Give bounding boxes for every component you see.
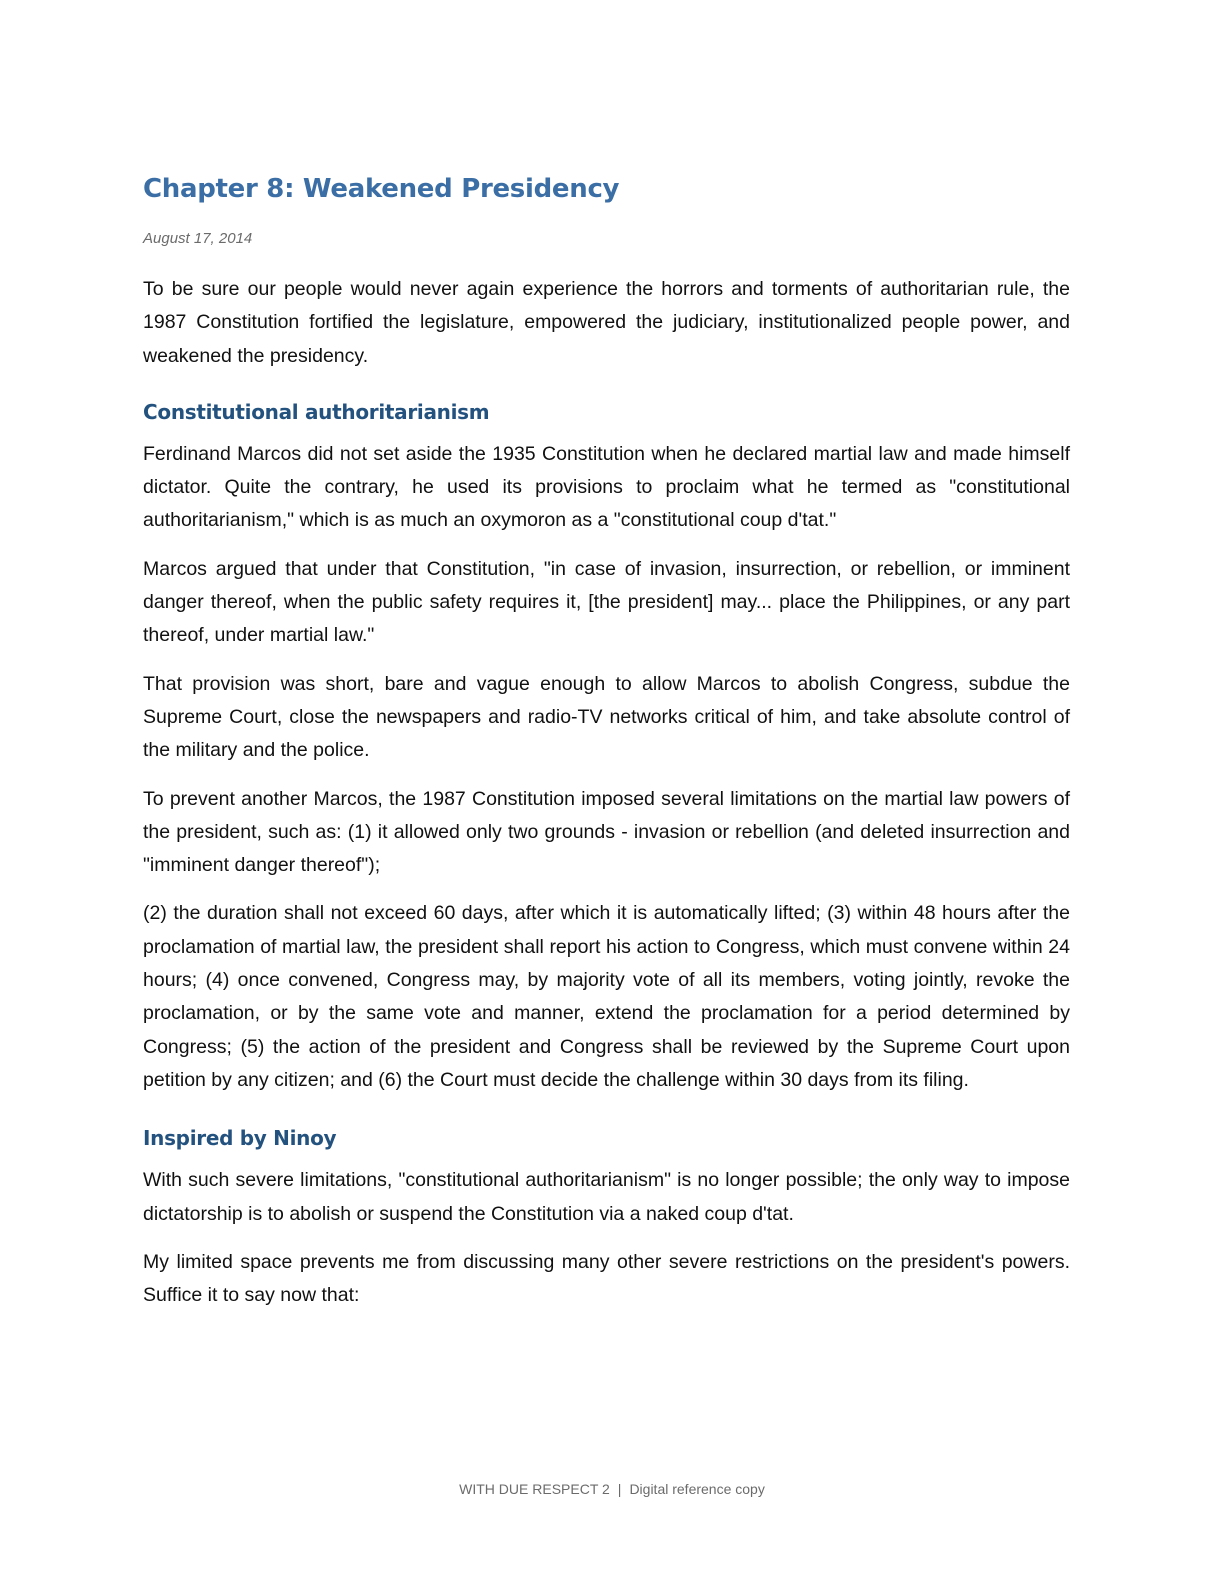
section-heading-constitutional-authoritarianism: Constitutional authoritarianism <box>143 399 490 424</box>
body-paragraph: My limited space prevents me from discussing many other severe restrictions on the president's powers. Suffice it to say now that: <box>143 1250 1070 1307</box>
body-paragraph: To prevent another Marcos, the 1987 Constitution imposed several limitations on the martial law powers of the president, such as: (1) it allowed only two grounds - invasion or rebellion (and deleted insurrection and "imminent danger thereof"); <box>143 787 1070 877</box>
chapter-title: Chapter 8: Weakened Presidency <box>143 174 620 204</box>
section-heading-inspired-by-ninoy: Inspired by Ninoy <box>143 1126 337 1151</box>
footer-note: Digital reference copy <box>629 1481 765 1497</box>
intro-paragraph: To be sure our people would never again experience the horrors and torments of authoritarian rule, the 1987 Constitution fortified the legislature, empowered the judiciary, institutionalized people power, and weakened the presidency. <box>143 278 1070 367</box>
body-paragraph: Ferdinand Marcos did not set aside the 1935 Constitution when he declared martial law and made himself dictator. Quite the contrary, he used its provisions to proclaim what he termed as "constitutional authoritarianism," which is as much an oxymoron as a "constitutional coup d'tat." <box>143 442 1070 532</box>
section-body-constitutional-authoritarianism <box>143 438 1070 1097</box>
body-paragraph: With such severe limitations, "constitutional authoritarianism" is no longer possible; the only way to impose dictatorship is to abolish or suspend the Constitution via a naked coup d'tat. <box>143 1169 1070 1225</box>
section-body-inspired-by-ninoy <box>143 1164 1070 1312</box>
page-footer <box>0 1479 1224 1499</box>
document-page <box>143 170 1070 1312</box>
body-paragraph: (2) the duration shall not exceed 60 days, after which it is automatically lifted; (3) within 48 hours after the proclamation of martial law, the president shall report his action to Congress, which must convene within 24 hours; (4) once convened, Congress may, by majority vote of all its members, voting jointly, revoke the proclamation, or by the same vote and manner, extend the proclamation for a period determined by Congress; (5) the action of the president and Congress shall be reviewed by the Supreme Court upon petition by any citizen; and (6) the Court must decide the challenge within 30 days from its filing. <box>143 902 1070 1091</box>
body-paragraph: Marcos argued that under that Constitution, "in case of invasion, insurrection, or rebellion, or imminent danger thereof, when the public safety requires it, [the president] may... place the Philippines, or any part thereof, under martial law." <box>143 557 1070 647</box>
body-paragraph: That provision was short, bare and vague enough to allow Marcos to abolish Congress, subdue the Supreme Court, close the newspapers and radio-TV networks critical of him, and take absolute control of the military and the police. <box>143 672 1070 762</box>
publication-date: August 17, 2014 <box>143 230 253 247</box>
footer-separator: | <box>617 1481 622 1497</box>
footer-book-title: WITH DUE RESPECT 2 <box>459 1481 610 1497</box>
